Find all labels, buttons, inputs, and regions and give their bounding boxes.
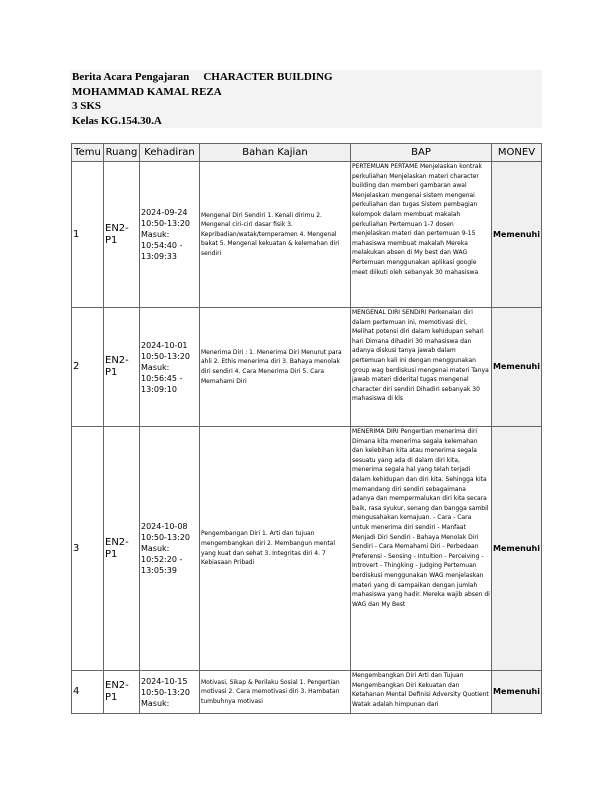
class-code: Kelas KG.154.30.A xyxy=(72,114,162,127)
column-header-bap: BAP xyxy=(351,144,492,162)
column-header-kehadiran: Kehadiran xyxy=(140,144,200,162)
cell-bahan-kajian: Mengenal Diri Sendiri 1. Kenali dirimu 2. Mengenal ciri-ciri dasar fisik 3. Kepribadian/watak/temperamen 4. Mengenal bakat 5. Mengenal kekuatan & kelemahan diri sendiri xyxy=(200,162,351,308)
credits: 3 SKS xyxy=(72,100,102,112)
table-header-row xyxy=(72,144,542,162)
column-header-temu: Temu xyxy=(72,144,104,162)
lecturer-name: MOHAMMAD KAMAL REZA xyxy=(72,85,222,98)
cell-temu: 2 xyxy=(72,308,104,427)
cell-kehadiran: 2024-10-15 10:50-13:20 Masuk: xyxy=(140,671,200,714)
cell-bap: PERTEMUAN PERTAME Menjelaskan kontrak perkuliahan Menjelaskan materi character building dan memberi gambaran awal Menjelaskan mengenai sistem mengenai perkuliahan dan tugas Sistem pembagian kelompok dalam membuat makalah perkuliahan Pertemuan 1-7 dosen menjelaskan materi dan pertemuan 9-15 mahasiswa membuat makalah Mereka melakukan absen di My best dan WAG Pertemuan menggunakan aplikasi google meet diikuti oleh sebanyak 30 mahasiswa xyxy=(351,162,492,308)
cell-ruang: EN2-P1 xyxy=(104,162,140,308)
course-name: CHARACTER BUILDING xyxy=(203,71,333,83)
cell-bap: Mengembangkan Diri Arti dan Tujuan Mengembangkan Diri Kekuatan dan Ketahanan Mental Definisi Adversity Quotient Watak adalah himpunan dari xyxy=(351,671,492,714)
cell-monev: Memenuhi xyxy=(492,162,542,308)
column-header-ruang: Ruang xyxy=(104,144,140,162)
cell-kehadiran: 2024-10-01 10:50-13:20 Masuk: 10:56:45 - 13:09:10 xyxy=(140,308,200,427)
column-header-monev: MONEV xyxy=(492,144,542,162)
table-row xyxy=(72,671,542,714)
cell-bahan-kajian: Pengembangan Diri 1. Arti dan tujuan mengembangkan diri 2. Membangun mental yang kuat dan sehat 3. Integritas diri 4. 7 Kebiasaan Pribadi xyxy=(200,427,351,671)
cell-temu: 4 xyxy=(72,671,104,714)
report-header xyxy=(70,70,542,128)
cell-ruang: EN2-P1 xyxy=(104,671,140,714)
table-row xyxy=(72,427,542,671)
teaching-report-table xyxy=(71,143,542,714)
cell-temu: 1 xyxy=(72,162,104,308)
cell-monev: Memenuhi xyxy=(492,308,542,427)
cell-kehadiran: 2024-09-24 10:50-13:20 Masuk: 10:54:40 - 13:09:33 xyxy=(140,162,200,308)
cell-bahan-kajian: Menerima Diri : 1. Menerima Diri Menurut para ahli 2. Ethis menerima diri 3. Bahaya menolak diri sendiri 4. Cara Menerima Diri 5. Cara Memahami Diri xyxy=(200,308,351,427)
header-line-1 xyxy=(72,70,542,85)
cell-bap: MENGENAL DIRI SENDIRI Perkenalan diri dalam pertemuan ini, memotivasi diri, Melihat potensi diri dalam kehidupan sehari hari Dimana dihadiri 30 mahasiswa dan adanya diskusi tanya jawab dalam pertemuan kali ini dengan menggunakan group wag berdiskusi mengenai materi Tanya jawab materi diderital tugas mengenal character diri sendiri Dihadiri sebanyak 30 mahasiswa di kls xyxy=(351,308,492,427)
cell-bahan-kajian: Motivasi, Sikap & Perilaku Sosial 1. Pengertian motivasi 2. Cara memotivasi diri 3. Hambatan tumbuhnya motivasi xyxy=(200,671,351,714)
cell-ruang: EN2-P1 xyxy=(104,308,140,427)
table-row xyxy=(72,308,542,427)
table-row xyxy=(72,162,542,308)
cell-bap: MENERIMA DIRI Pengertian menerima diri Dimana kita menerima segala kelemahan dan kelebihan kita atau menerima segala sesuatu yang ada di dalam diri kita, menerima segala hal yang telah terjadi dalam kehidupan dan diri kita. Sehingga kita memandang diri sendiri sebagaimana adanya dan mempermalukan diri kita secara baik, rasa syukur, senang dan bangga sambil mengusahakan kemajuan. - Cara - Cara untuk menerima diri sendiri - Manfaat Menjadi Diri Sendiri - Bahaya Menolak Diri Sendiri - Cara Memahami Diri - Perbedaan Preferensi - Sensing - Intuition - Perceiving - Introvert - Thingking - Judging Pertemuan berdiskusi menggunakan WAG menjelaskan materi yang di sampaikan dengan jumlah mahasiswa yang hadir. Mereka wajib absen di WAG dan My Best xyxy=(351,427,492,671)
column-header-bahan-kajian: Bahan Kajian xyxy=(200,144,351,162)
cell-temu: 3 xyxy=(72,427,104,671)
cell-kehadiran: 2024-10-08 10:50-13:20 Masuk: 10:52:20 - 13:05:39 xyxy=(140,427,200,671)
cell-ruang: EN2-P1 xyxy=(104,427,140,671)
cell-monev: Memenuhi xyxy=(492,427,542,671)
report-title: Berita Acara Pengajaran xyxy=(72,71,190,83)
cell-monev: Memenuhi xyxy=(492,671,542,714)
